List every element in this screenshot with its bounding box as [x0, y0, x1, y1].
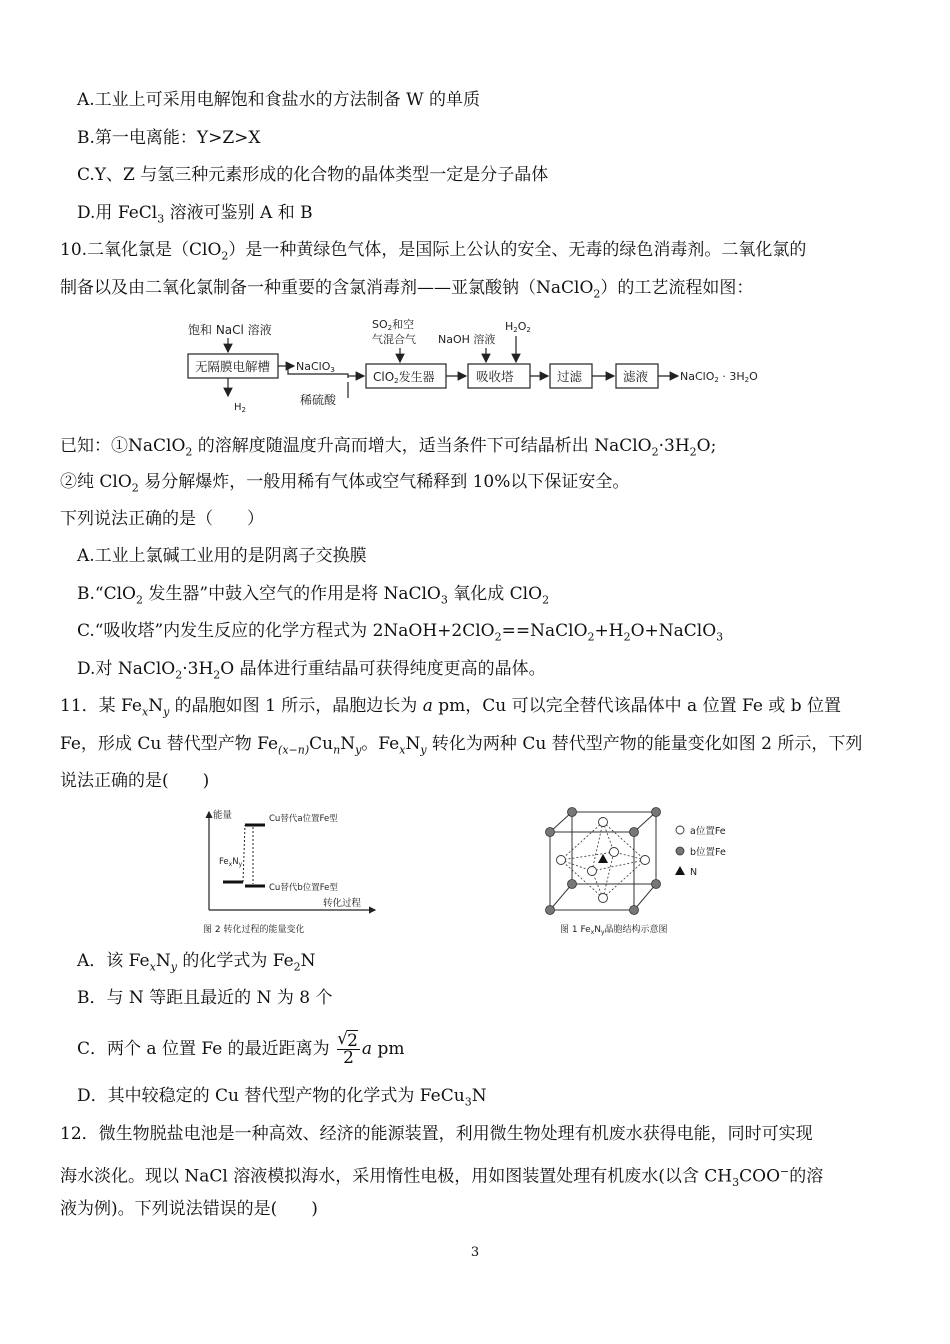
flow-absorber-label: 吸收塔 — [476, 369, 514, 384]
q12-stem-line1: 12．微生物脱盐电池是一种高效、经济的能源装置，利用微生物处理有机废水获得电能，同时可实现 — [60, 1124, 813, 1144]
legend-a-site-label: a位置Fe — [690, 826, 726, 837]
flow-naclo3-label: NaClO3 — [296, 360, 335, 374]
q11-stem-line3: 说法正确的是( ) — [60, 771, 210, 791]
legend-b-site-icon — [676, 847, 684, 855]
q11-option-b: B．与 N 等距且最近的 N 为 8 个 — [77, 988, 333, 1008]
page-number: 3 — [470, 1245, 480, 1260]
q12-stem-line3: 液为例)。下列说法错误的是( ) — [60, 1199, 318, 1219]
cu-a-level-label: Cu替代a位置Fe型 — [269, 814, 338, 824]
q10-known-2: ②纯 ClO$_2$ 易分解爆炸，一般用稀有气体或空气稀释到 10%以下保证安全。 — [60, 472, 630, 495]
legend-b-site-label: b位置Fe — [690, 847, 726, 858]
svg-text:气混合气: 气混合气 — [372, 333, 416, 346]
q11-option-c: C．两个 a 位置 Fe 的最近距离为 √ $\frac{2}{2}$ a pm — [77, 1033, 404, 1066]
q11-option-a: A．该 $Fe_xN_y$ 的化学式为 $Fe_2N$ — [77, 951, 316, 974]
sqrt2-over-2-fraction: √ $\frac{2}{2}$ — [337, 1033, 360, 1066]
q12-stem-line2: 海水淡化。现以 NaCl 溶液模拟海水，采用惰性电极，用如图装置处理有机废水(以含 $CH_3COO^-$的溶 — [60, 1165, 824, 1190]
flow-h2o2-label: H2O2 — [505, 320, 531, 334]
n-atom-marker — [598, 854, 608, 863]
q11-option-d: D．其中较稳定的 Cu 替代型产物的化学式为 FeCu$_3$N — [77, 1086, 487, 1109]
flow-clo2-generator-label: ClO2发生器 — [373, 370, 435, 385]
q11-energy-diagram — [195, 806, 385, 938]
process-axis-label: 转化过程 — [323, 898, 362, 909]
flow-filtrate-label: 滤液 — [623, 369, 649, 384]
q9-option-c: C.Y、Z 与氢三种元素形成的化合物的晶体类型一定是分子晶体 — [77, 165, 549, 185]
fig1-caption: 图 1 $Fe_xN_y$晶胞结构示意图 — [560, 925, 668, 936]
q10-stem-line1: 10.二氧化氯是（ClO$_2$）是一种黄绿色气体，是国际上公认的安全、无毒的绿色消毒剂。二氧化氯的 — [60, 240, 807, 263]
q10-option-c: C.“吸收塔”内发生反应的化学方程式为 $2NaOH+2ClO_2==NaClO_2+H_2O+NaClO_3$ — [77, 621, 724, 644]
legend-n-icon — [675, 866, 685, 875]
q11-stem-line2: Fe，形成 Cu 替代型产物 $Fe_{(x-n)}Cu_nN_y$。$Fe_xN_y$ 转化为两种 Cu 替代型产物的能量变化如图 2 所示，下列 — [60, 734, 863, 757]
flow-filter-label: 过滤 — [557, 369, 583, 384]
q10-process-flow-diagram — [180, 312, 790, 416]
flow-so2-label: SO2和空 — [372, 318, 415, 332]
flow-brine-label: 饱和 NaCl 溶液 — [188, 323, 272, 337]
legend-n-label: N — [690, 867, 698, 878]
cu-b-level-label: Cu替代b位置Fe型 — [269, 883, 338, 893]
q9-option-d: D.用 FeCl$_3$ 溶液可鉴别 A 和 B — [77, 203, 313, 226]
q9-option-a: A.工业上可采用电解饱和食盐水的方法制备 W 的单质 — [77, 90, 480, 110]
q10-option-b: B.“ClO$_2$ 发生器”中鼓入空气的作用是将 NaClO$_3$ 氧化成 ClO$_2$ — [77, 584, 550, 607]
q11-stem-line1: 11．某 $Fe_xN_y$ 的晶胞如图 1 所示，晶胞边长为 a pm，Cu 可以完全替代该晶体中 a 位置 Fe 或 b 位置 — [60, 696, 841, 719]
flow-h2so4-label: 稀硫酸 — [300, 393, 337, 407]
energy-axis-label: 能量 — [213, 810, 233, 821]
flow-naoh-label: NaOH 溶液 — [438, 333, 496, 346]
q10-stem-line2: 制备以及由二氧化氯制备一种重要的含氯消毒剂——亚氯酸钠（NaClO$_2$）的工艺流程如图： — [60, 278, 754, 301]
q10-question: 下列说法正确的是（ ） — [60, 509, 264, 529]
fig2-caption: 图 2 转化过程的能量变化 — [203, 925, 305, 935]
flow-product-label: NaClO2 · 3H2O — [680, 370, 758, 384]
flow-h2-label: $H_2$ — [234, 402, 246, 414]
legend-a-site-icon — [676, 826, 684, 834]
flow-electrolysis-cell-label: 无隔膜电解槽 — [195, 359, 271, 374]
q10-option-d: D.对 $NaClO_2\cdot 3H_2O$ 晶体进行重结晶可获得纯度更高的晶体。 — [77, 659, 546, 682]
q11-unit-cell-diagram — [540, 806, 750, 938]
q10-known-1: 已知：①NaClO$_2$ 的溶解度随温度升高而增大，适当条件下可结晶析出 $NaClO_2\cdot 3H_2O$; — [60, 436, 717, 459]
q10-option-a: A.工业上氯碱工业用的是阴离子交换膜 — [77, 546, 367, 566]
q9-option-b: B.第一电离能：Y>Z>X — [77, 128, 261, 148]
fexny-level-label: $Fe_xN_y$ — [219, 857, 243, 868]
